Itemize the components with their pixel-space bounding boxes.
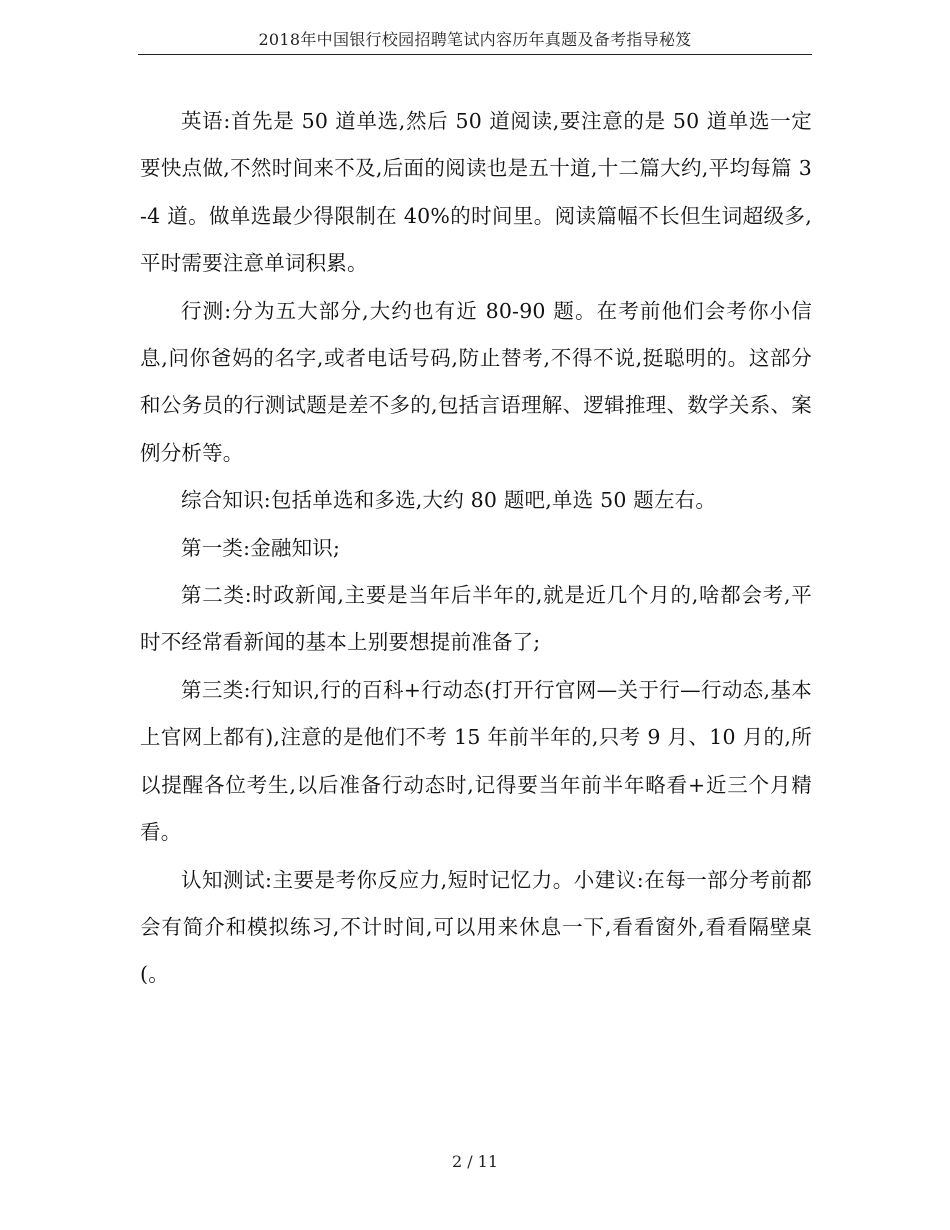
header-divider <box>138 54 812 55</box>
paragraph-general-knowledge: 综合知识:包括单选和多选,大约 80 题吧,单选 50 题左右。 <box>181 488 717 513</box>
paragraph-category-one: 第一类:金融知识; <box>181 535 341 560</box>
paragraph-category-three: 第三类:行知识,行的百科+行动态(打开行官网—关于行—行动态,基本上官网上都有),注意的是他们不考 15 年前半年的,只考 9 月、10 月的,所以提醒各位考生,以后准备行动态时,记得要当年前半年略看+近三个月精看。 <box>140 677 812 845</box>
paragraph-category-two: 第二类:时政新闻,主要是当年后半年的,就是近几个月的,啥都会考,平时不经常看新闻的基本上别要想提前准备了; <box>140 583 812 655</box>
paragraph-aptitude-test: 行测:分为五大部分,大约也有近 80-90 题。在考前他们会考你小信息,问你爸妈的名字,或者电话号码,防止替考,不得不说,挺聪明的。这部分和公务员的行测试题是差不多的,包括言语理解、逻辑推理、数学关系、案例分析等。 <box>140 298 812 465</box>
document-body <box>140 98 812 999</box>
page-header-title: 2018年中国银行校园招聘笔试内容历年真题及备考指导秘笈 <box>258 30 692 49</box>
page-number: 2 / 11 <box>451 1152 499 1171</box>
paragraph-cognitive-test: 认知测试:主要是考你反应力,短时记忆力。小建议:在每一部分考前都会有简介和模拟练习,不计时间,可以用来休息一下,看看窗外,看看隔壁桌(。 <box>140 867 812 987</box>
paragraph-english: 英语:首先是 50 道单选,然后 50 道阅读,要注意的是 50 道单选一定要快点做,不然时间来不及,后面的阅读也是五十道,十二篇大约,平均每篇 3-4 道。做单选最少得限制在 40%的时间里。阅读篇幅不长但生词超级多,平时需要注意单词积累。 <box>140 109 812 276</box>
